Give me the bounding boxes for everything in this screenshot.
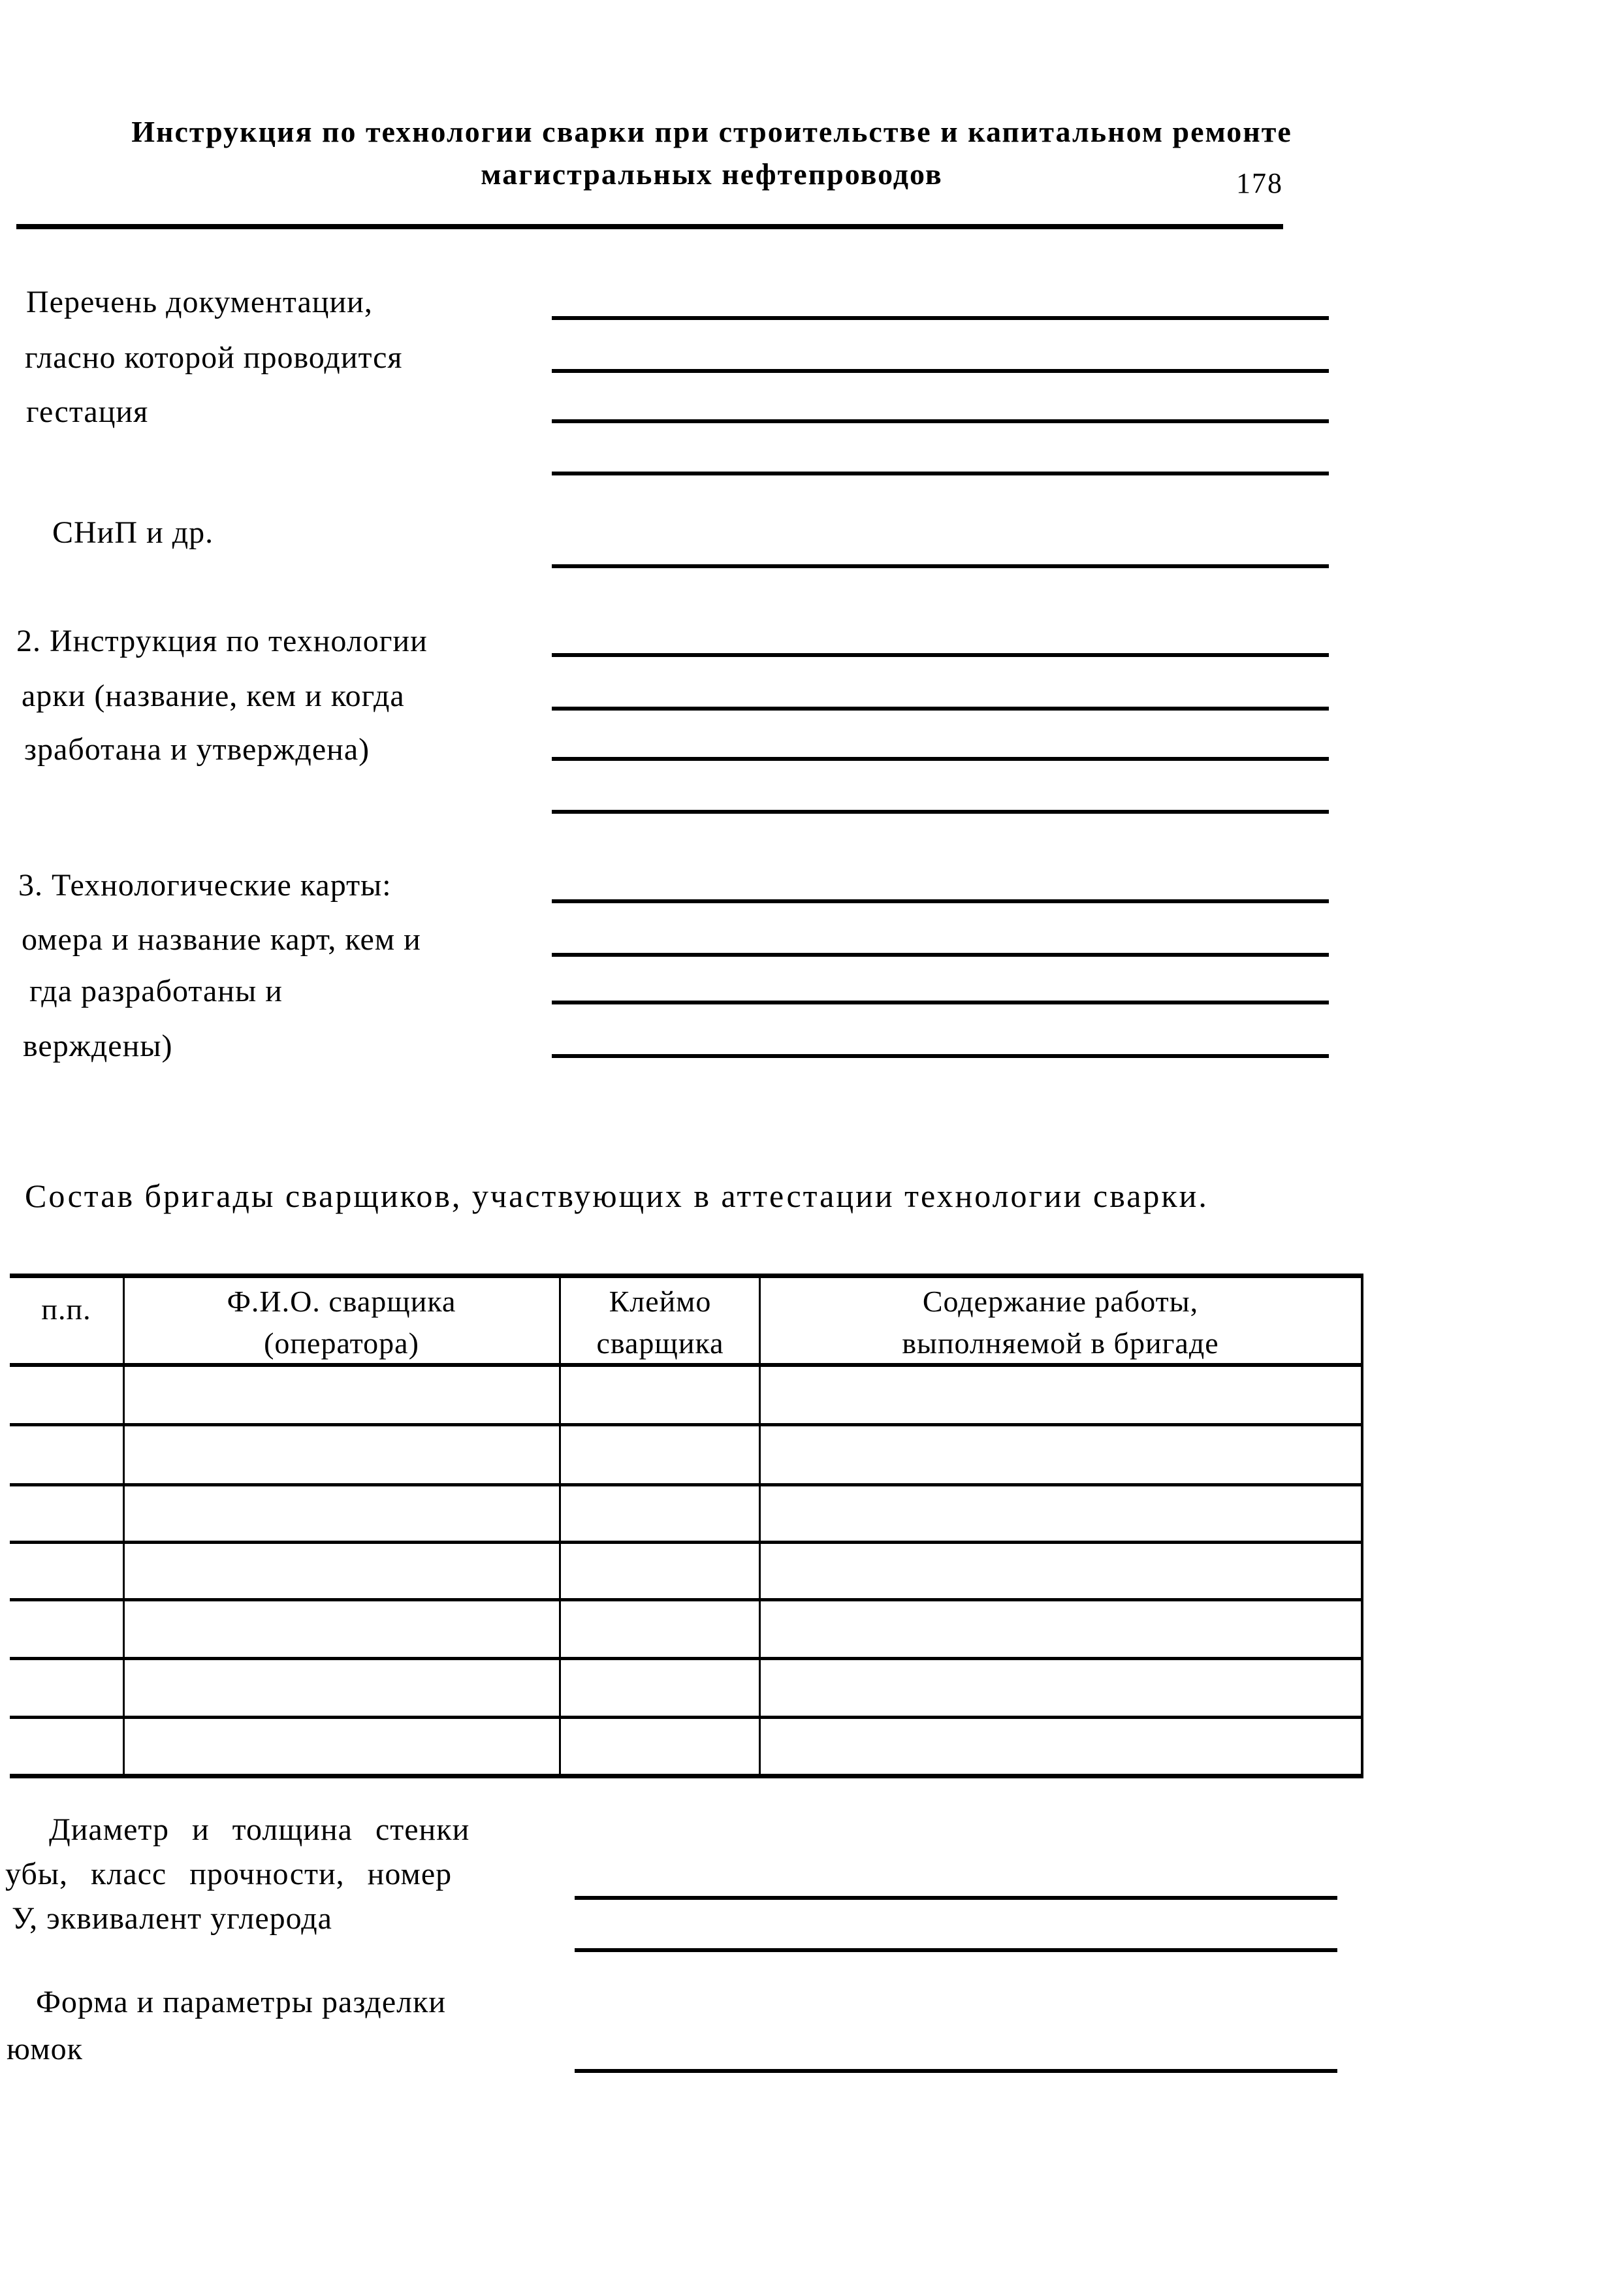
table-header-name-line1: Ф.И.О. сварщика [227,1285,456,1318]
field-label-techcards-line3: гда разработаны и [29,974,283,1008]
page-number: 178 [1236,167,1283,199]
table-header-name-line2: (оператора) [264,1326,419,1360]
blank-underline [552,953,1329,957]
field-label-pipe-line3: У, эквивалент углерода [12,1901,332,1936]
blank-underline [575,2069,1337,2073]
field-label-snip: СНиП и др. [52,515,214,550]
welders-table [0,1274,1624,1783]
field-label-groove-line2: юмок [7,2032,83,2066]
document-title-line2: магистральных нефтепроводов [481,157,943,191]
table-border-top [10,1274,1363,1278]
field-label-documentation-line2: гласно которой проводится [25,340,403,375]
blank-underline [552,1001,1329,1004]
table-row-line [10,1483,1363,1486]
field-label-pipe-line1: Диаметр и толщина стенки [49,1812,470,1847]
table-header-stamp-line2: сварщика [596,1326,724,1360]
table-row-line [10,1423,1363,1426]
blank-underline [552,369,1329,373]
blank-underline [575,1896,1337,1900]
blank-underline [552,707,1329,711]
field-label-techcards-line1: 3. Технологические карты: [18,868,392,903]
table-header-stamp-line1: Клеймо [609,1285,712,1318]
field-label-instruction-line3: зработана и утверждена) [24,732,370,767]
table-header-separator [10,1363,1363,1367]
field-label-instruction-line1: 2. Инструкция по технологии [16,624,428,658]
blank-underline [575,1948,1337,1952]
document-title-line1: Инструкция по технологии сварки при строительстве и капитальном ремонте [131,115,1292,148]
table-header-workcontent-line1: Содержание работы, [922,1285,1199,1318]
blank-underline [552,757,1329,761]
table-row-line [10,1598,1363,1601]
blank-underline [552,653,1329,657]
field-label-documentation-line3: гестация [26,394,149,429]
field-label-pipe-line2: убы, класс прочности, номер [5,1857,453,1891]
table-row-line [10,1657,1363,1660]
blank-underline [552,419,1329,423]
blank-underline [552,472,1329,475]
table-header-workcontent-line2: выполняемой в бригаде [902,1326,1219,1360]
table-header-number: п.п. [41,1292,91,1326]
header-rule [16,224,1283,229]
blank-underline [552,810,1329,814]
table-border-bottom [10,1774,1363,1778]
brigade-intro-text: Состав бригады сварщиков, участвующих в аттестации технологии сварки. [25,1178,1209,1214]
table-row-line [10,1541,1363,1544]
blank-underline [552,899,1329,903]
blank-underline [552,564,1329,568]
field-label-groove-line1: Форма и параметры разделки [36,1985,447,2019]
blank-underline [552,316,1329,320]
field-label-techcards-line2: омера и название карт, кем и [22,922,421,957]
field-label-techcards-line4: верждены) [23,1029,173,1063]
table-border-right [1361,1274,1363,1778]
field-label-documentation-line1: Перечень документации, [26,285,373,319]
field-label-instruction-line2: арки (название, кем и когда [22,679,405,713]
table-row-line [10,1716,1363,1719]
blank-underline [552,1054,1329,1058]
